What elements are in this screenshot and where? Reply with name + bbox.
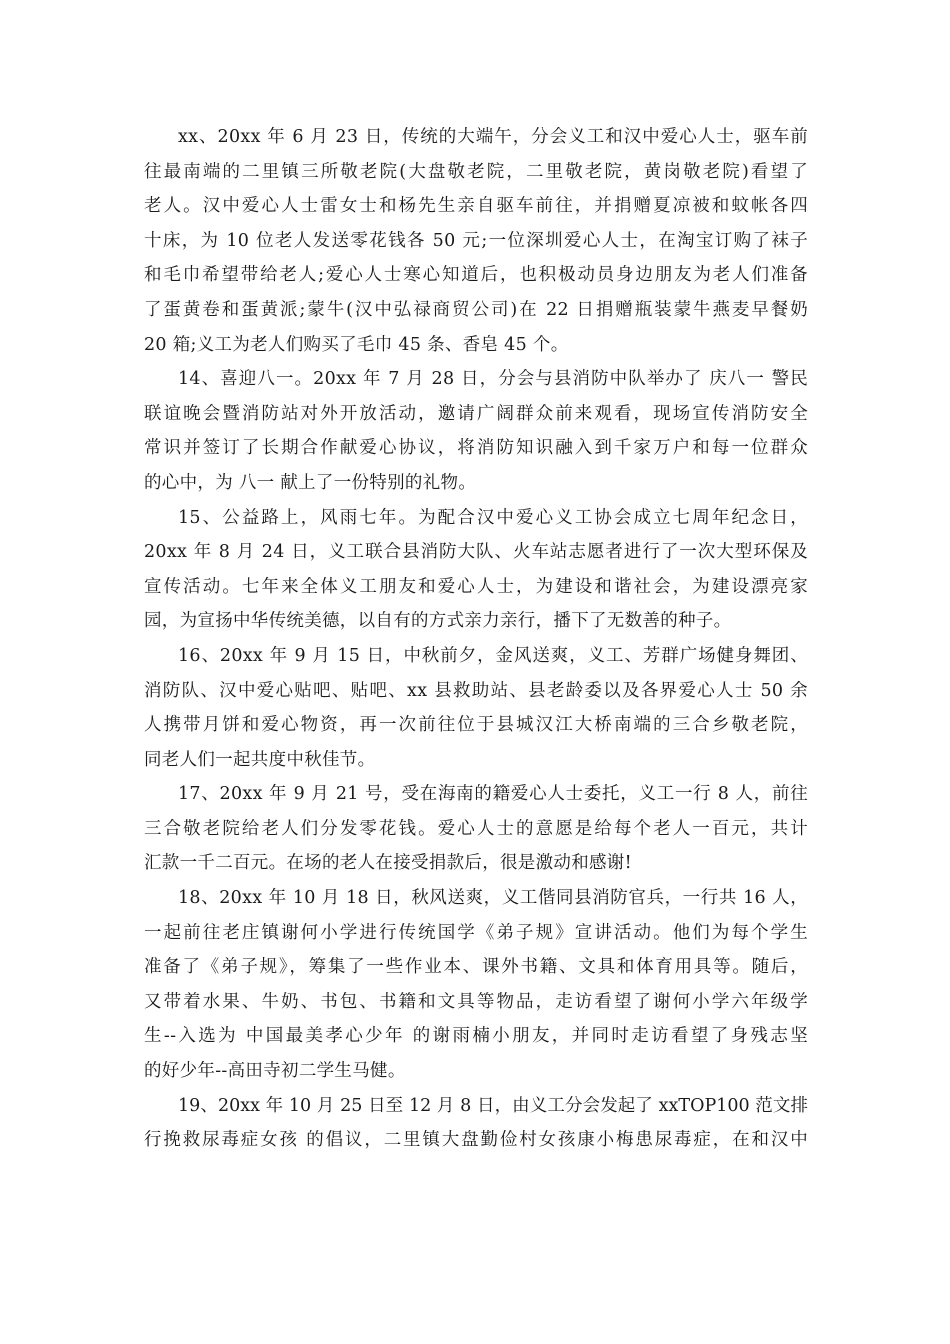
text-line: 准备了《弟子规》，筹集了一些作业本、课外书籍、文具和体育用具等。随后， bbox=[144, 957, 808, 978]
text-line: 的好少年--高田寺初二学生马健。 bbox=[144, 1061, 406, 1082]
text-line: 人携带月饼和爱心物资，再一次前往位于县城汉江大桥南端的三合乡敬老院， bbox=[144, 715, 808, 736]
text-line: 生--入选为 中国最美孝心少年 的谢雨楠小朋友，并同时走访看望了身残志坚 bbox=[144, 1026, 808, 1047]
text-line: 17、20xx 年 9 月 21 号，受在海南的籍爱心人士委托，义工一行 8 人，前往 bbox=[178, 784, 808, 805]
paragraph bbox=[144, 881, 808, 1089]
text-line: 十床，为 10 位老人发送零花钱各 50 元;一位深圳爱心人士，在淘宝订购了袜子 bbox=[144, 230, 808, 251]
text-line: 宣传活动。七年来全体义工朋友和爱心人士，为建设和谐社会，为建设漂亮家 bbox=[144, 576, 808, 597]
text-line: 19、20xx 年 10 月 25 日至 12 月 8 日，由义工分会发起了 xxTOP100 范文排 bbox=[178, 1095, 808, 1116]
text-line: 20 箱;义工为老人们购买了毛巾 45 条、香皂 45 个。 bbox=[144, 334, 569, 355]
text-line: 了蛋黄卷和蛋黄派;蒙牛(汉中弘禄商贸公司)在 22 日捐赠瓶装蒙牛燕麦早餐奶 bbox=[144, 299, 808, 320]
paragraph bbox=[144, 777, 808, 881]
text-line: 一起前往老庄镇谢何小学进行传统国学《弟子规》宣讲活动。他们为每个学生 bbox=[144, 922, 808, 943]
text-line: 消防队、汉中爱心贴吧、贴吧、xx 县救助站、县老龄委以及各界爱心人士 50 余 bbox=[144, 680, 808, 701]
text-line: 16、20xx 年 9 月 15 日，中秋前夕，金风送爽，义工、芳群广场健身舞团、 bbox=[178, 645, 808, 666]
text-line: 15、公益路上，风雨七年。为配合汉中爱心义工协会成立七周年纪念日， bbox=[178, 507, 808, 528]
text-line: 往最南端的二里镇三所敬老院(大盘敬老院，二里敬老院，黄岗敬老院)看望了 bbox=[144, 161, 808, 182]
text-line: 和毛巾希望带给老人;爱心人士寒心知道后，也积极动员身边朋友为老人们准备 bbox=[144, 265, 808, 286]
text-line: 园，为宣扬中华传统美德，以自有的方式亲力亲行，播下了无数善的种子。 bbox=[144, 611, 732, 632]
text-line: 联谊晚会暨消防站对外开放活动，邀请广阔群众前来观看，现场宣传消防安全 bbox=[144, 403, 808, 424]
text-line: xx、20xx 年 6 月 23 日，传统的大端午，分会义工和汉中爱心人士，驱车前 bbox=[178, 127, 808, 147]
text-line: 的心中，为 八一 献上了一份特别的礼物。 bbox=[144, 472, 477, 493]
paragraph bbox=[144, 1089, 808, 1158]
text-line: 行挽救尿毒症女孩 的倡议，二里镇大盘勤俭村女孩康小梅患尿毒症，在和汉中 bbox=[144, 1130, 808, 1151]
text-line: 常识并签订了长期合作献爱心协议，将消防知识融入到千家万户和每一位群众 bbox=[144, 438, 808, 459]
text-line: 同老人们一起共度中秋佳节。 bbox=[144, 749, 376, 770]
text-line: 汇款一千二百元。在场的老人在接受捐款后，很是激动和感谢! bbox=[144, 853, 632, 874]
text-line: 又带着水果、牛奶、书包、书籍和文具等物品，走访看望了谢何小学六年级学 bbox=[144, 991, 808, 1012]
paragraph bbox=[144, 501, 808, 639]
text-line: 三合敬老院给老人们分发零花钱。爱心人士的意愿是给每个老人一百元，共计 bbox=[144, 818, 808, 839]
text-line: 老人。汉中爱心人士雷女士和杨先生亲自驱车前往，并捐赠夏凉被和蚊帐各四 bbox=[144, 196, 808, 217]
text-line: 18、20xx 年 10 月 18 日，秋风送爽，义工偕同县消防官兵，一行共 16 人， bbox=[178, 888, 808, 909]
paragraph bbox=[144, 639, 808, 777]
text-line: 14、喜迎八一。20xx 年 7 月 28 日，分会与县消防中队举办了 庆八一 警民 bbox=[178, 369, 808, 390]
text-line: 20xx 年 8 月 24 日，义工联合县消防大队、火车站志愿者进行了一次大型环保及 bbox=[144, 542, 808, 563]
paragraph bbox=[144, 362, 808, 500]
paragraph bbox=[144, 120, 808, 362]
document-body bbox=[144, 120, 808, 1158]
